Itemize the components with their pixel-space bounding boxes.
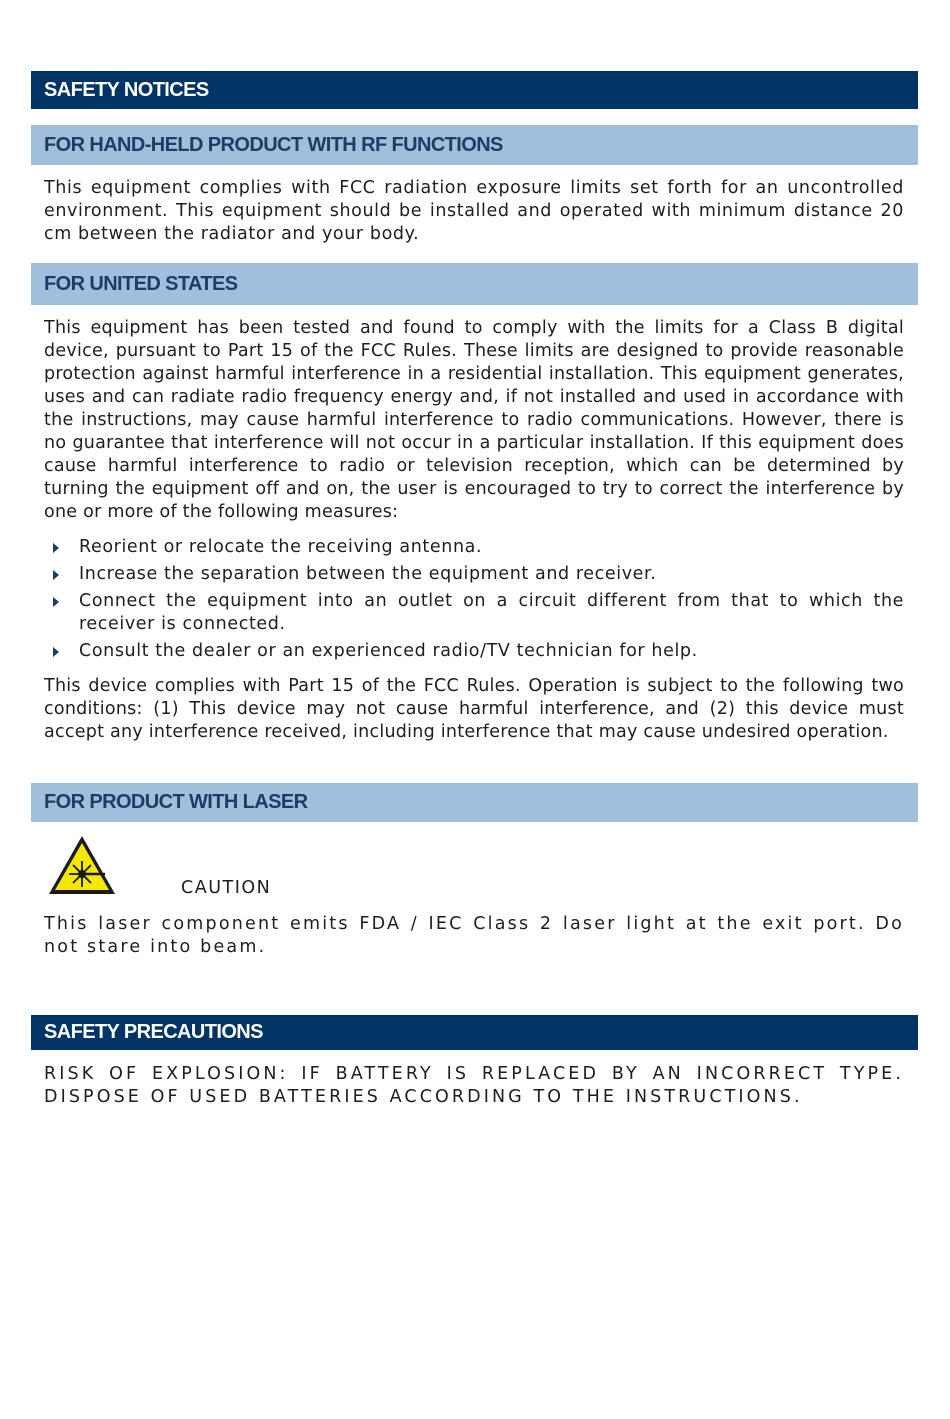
bullet-arrow-icon xyxy=(53,647,59,657)
rf-exposure-paragraph: This equipment complies with FCC radiation exposure limits set forth for an uncontrolled environment. This equipment should be installed and operated with minimum distance 20 cm between the radiator and your body. xyxy=(44,178,904,244)
section-header-handheld-rf: FOR HAND-HELD PRODUCT WITH RF FUNCTIONS xyxy=(31,125,918,165)
list-item xyxy=(44,590,904,636)
measure-text: Reorient or relocate the receiving antenna. xyxy=(79,537,483,557)
laser-warning-icon xyxy=(47,834,117,896)
bullet-arrow-icon xyxy=(53,570,59,580)
section-header-safety-notices: SAFETY NOTICES xyxy=(31,71,918,109)
battery-precaution-paragraph: RISK OF EXPLOSION: IF BATTERY IS REPLACED BY AN INCORRECT TYPE. DISPOSE OF USED BATTERIES ACCORDING TO THE INSTRUCTIONS. xyxy=(44,1064,904,1107)
caution-label: CAUTION xyxy=(181,878,272,898)
fcc-class-b-paragraph: This equipment has been tested and found to comply with the limits for a Class B digital device, pursuant to Part 15 of the FCC Rules. These limits are designed to provide reasonable protection against harmful interference in a residential installation. This equipment generates, uses and can radiate radio frequency energy and, if not installed and used in accordance with the instructions, may cause harmful interference to radio communications. However, there is no guarantee that interference will not occur in a particular installation. If this equipment does cause harmful interference to radio or television reception, which can be determined by turning the equipment off and on, the user is encouraged to try to correct the interference by one or more of the following measures: xyxy=(44,318,904,522)
interference-measures-list xyxy=(44,536,904,667)
section-header-product-laser: FOR PRODUCT WITH LASER xyxy=(31,783,918,822)
section-header-united-states: FOR UNITED STATES xyxy=(31,263,918,305)
measure-text: Consult the dealer or an experienced radio/TV technician for help. xyxy=(79,641,698,661)
list-item xyxy=(44,640,904,663)
part15-conditions-paragraph: This device complies with Part 15 of the FCC Rules. Operation is subject to the following two conditions: (1) This device may not cause harmful interference, and (2) this device must accept any interference received, including interference that may cause undesired operation. xyxy=(44,676,904,742)
list-item xyxy=(44,536,904,559)
measure-text: Connect the equipment into an outlet on a circuit different from that to which the receiver is connected. xyxy=(79,591,904,634)
list-item xyxy=(44,563,904,586)
measure-text: Increase the separation between the equipment and receiver. xyxy=(79,564,657,584)
laser-class-paragraph: This laser component emits FDA / IEC Class 2 laser light at the exit port. Do not stare into beam. xyxy=(44,914,904,957)
bullet-arrow-icon xyxy=(53,597,59,607)
bullet-arrow-icon xyxy=(53,543,59,553)
section-header-safety-precautions: SAFETY PRECAUTIONS xyxy=(31,1015,918,1050)
